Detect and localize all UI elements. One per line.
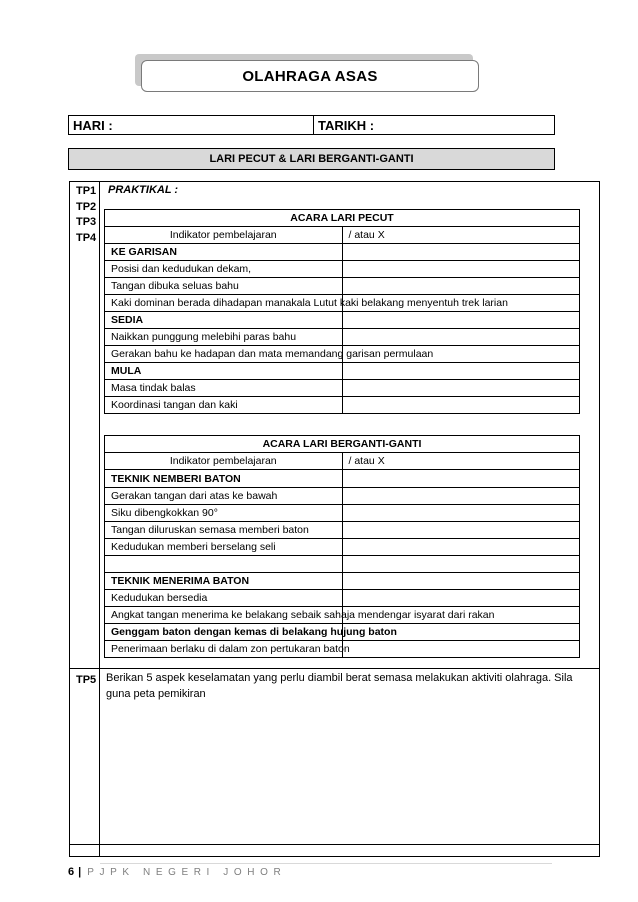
- footer-organization: PJPK NEGERI JOHOR: [87, 866, 287, 878]
- column-header-indicator: Indikator pembelajaran: [105, 227, 343, 244]
- page-number: 6: [68, 866, 75, 878]
- tp-level: TP3: [76, 216, 97, 228]
- frame-divider-tp5: [69, 668, 600, 669]
- column-header-indicator: Indikator pembelajaran: [105, 453, 343, 470]
- tp-level-list: [76, 184, 96, 246]
- table-row: [105, 380, 580, 397]
- table-row: [105, 295, 580, 312]
- check-cell[interactable]: [342, 397, 580, 414]
- page-title: OLAHRAGA ASAS: [141, 60, 479, 92]
- table-row: [105, 278, 580, 295]
- table-row: [105, 397, 580, 414]
- indicator-text: TEKNIK NEMBERI BATON: [105, 470, 343, 488]
- check-cell[interactable]: [342, 488, 580, 505]
- table-row: [105, 590, 580, 607]
- tp5-label: TP5: [76, 674, 97, 686]
- footer-separator: |: [78, 866, 82, 878]
- check-cell[interactable]: [342, 641, 580, 658]
- table-lari-pecut: [104, 209, 580, 414]
- check-cell[interactable]: [342, 522, 580, 539]
- check-cell[interactable]: [342, 539, 580, 556]
- table-row: [105, 556, 580, 573]
- frame-divider-vertical: [99, 181, 100, 857]
- check-cell[interactable]: [342, 363, 580, 380]
- table-row: [105, 312, 580, 329]
- frame-divider-bottom: [69, 844, 600, 845]
- check-cell[interactable]: [342, 244, 580, 261]
- table-title: ACARA LARI BERGANTI-GANTI: [105, 436, 580, 453]
- column-header-check: / atau X: [342, 227, 580, 244]
- indicator-text: Kaki dominan berada dihadapan manakala Lutut kaki belakang menyentuh trek larian: [105, 295, 343, 312]
- check-cell[interactable]: [342, 312, 580, 329]
- indicator-text: Genggam baton dengan kemas di belakang hujung baton: [105, 624, 343, 641]
- check-cell[interactable]: [342, 590, 580, 607]
- indicator-text: Angkat tangan menerima ke belakang sebaik sahaja mendengar isyarat dari rakan: [105, 607, 343, 624]
- section-title: LARI PECUT & LARI BERGANTI-GANTI: [68, 148, 555, 170]
- indicator-text: Masa tindak balas: [105, 380, 343, 397]
- indicator-text: Penerimaan berlaku di dalam zon pertukaran baton: [105, 641, 343, 658]
- check-cell[interactable]: [342, 261, 580, 278]
- table-row: [105, 607, 580, 624]
- check-cell[interactable]: [342, 573, 580, 590]
- table-row: [105, 522, 580, 539]
- check-cell[interactable]: [342, 329, 580, 346]
- check-cell[interactable]: [342, 556, 580, 573]
- date-row: [68, 115, 555, 135]
- table-row: [105, 624, 580, 641]
- indicator-text: Tangan dibuka seluas bahu: [105, 278, 343, 295]
- tarikh-field[interactable]: TARIKH :: [318, 117, 375, 133]
- table-row: [105, 641, 580, 658]
- indicator-text: Posisi dan kedudukan dekam,: [105, 261, 343, 278]
- tp5-answer-area[interactable]: [104, 705, 594, 841]
- indicator-text: MULA: [105, 363, 343, 380]
- column-header-check: / atau X: [342, 453, 580, 470]
- check-cell[interactable]: [342, 278, 580, 295]
- indicator-text: KE GARISAN: [105, 244, 343, 261]
- indicator-text: Koordinasi tangan dan kaki: [105, 397, 343, 414]
- praktikal-label: PRAKTIKAL :: [108, 184, 179, 196]
- indicator-text: Siku dibengkokkan 90°: [105, 505, 343, 522]
- table-row: [105, 488, 580, 505]
- indicator-text: Tangan diluruskan semasa memberi baton: [105, 522, 343, 539]
- table-row: [105, 346, 580, 363]
- table-row: [105, 329, 580, 346]
- tp-level: TP2: [76, 200, 97, 213]
- indicator-text: SEDIA: [105, 312, 343, 329]
- table-row: [105, 244, 580, 261]
- footer: [68, 866, 286, 878]
- indicator-text: Kedudukan memberi berselang seli: [105, 539, 343, 556]
- indicator-text: Gerakan tangan dari atas ke bawah: [105, 488, 343, 505]
- tp5-question: Berikan 5 aspek keselamatan yang perlu diambil berat semasa melakukan aktiviti olahraga. Sila guna peta pemikiran: [106, 672, 573, 700]
- indicator-text: Kedudukan bersedia: [105, 590, 343, 607]
- table-row: [105, 470, 580, 488]
- table-lari-berganti: [104, 435, 580, 658]
- check-cell[interactable]: [342, 505, 580, 522]
- table-row: [105, 573, 580, 590]
- tp-level: TP4: [76, 231, 97, 244]
- hari-field[interactable]: HARI :: [69, 116, 314, 134]
- table-row: [105, 539, 580, 556]
- indicator-text: Naikkan punggung melebihi paras bahu: [105, 329, 343, 346]
- tp-level: TP1: [76, 185, 97, 197]
- indicator-text: [105, 556, 343, 573]
- indicator-text: Gerakan bahu ke hadapan dan mata memandang garisan permulaan: [105, 346, 343, 363]
- check-cell[interactable]: [342, 380, 580, 397]
- check-cell[interactable]: [342, 470, 580, 488]
- indicator-text: TEKNIK MENERIMA BATON: [105, 573, 343, 590]
- table-row: [105, 363, 580, 380]
- table-title: ACARA LARI PECUT: [105, 210, 580, 227]
- table-row: [105, 505, 580, 522]
- footer-rule: [100, 863, 552, 864]
- table-row: [105, 261, 580, 278]
